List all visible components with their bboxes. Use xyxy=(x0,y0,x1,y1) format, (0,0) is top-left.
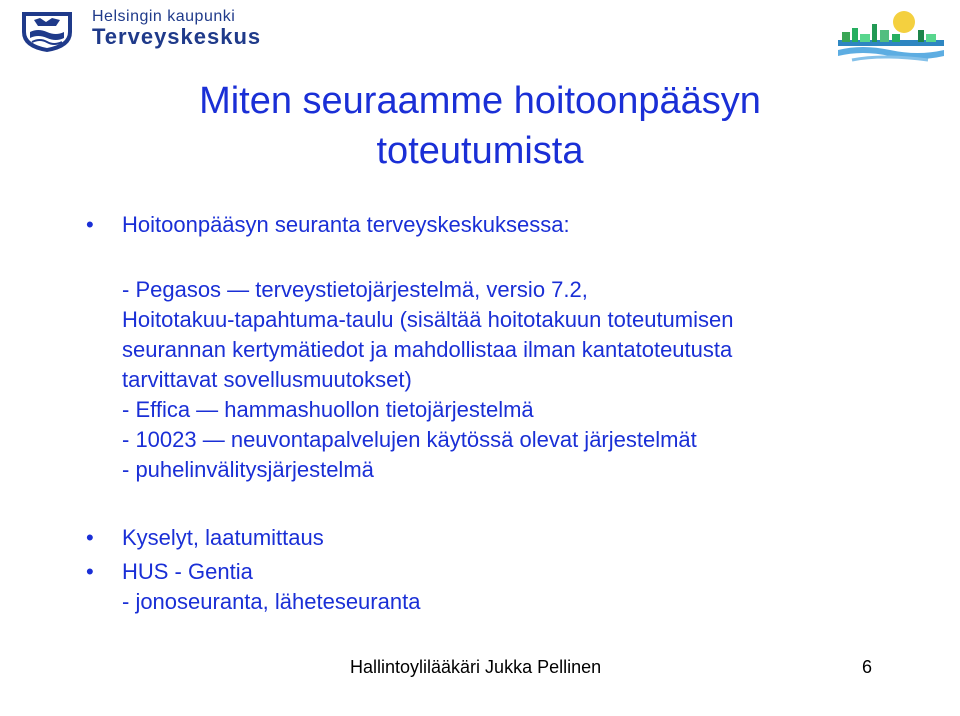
bullet-dot: • xyxy=(86,525,94,550)
bullet-dot: • xyxy=(86,212,94,237)
body-line: - Effica — hammashuollon tietojärjestelmä xyxy=(122,397,534,422)
body-line: - Pegasos — terveystietojärjestelmä, versio 7.2, xyxy=(122,277,588,302)
organization-name xyxy=(92,8,261,49)
org-unit: Terveyskeskus xyxy=(92,24,262,49)
body-line: - puhelinvälitysjärjestelmä xyxy=(122,457,374,482)
body-line: Hoitotakuu-tapahtuma-taulu (sisältää hoitotakuun toteutumisen xyxy=(122,307,734,332)
slide-title xyxy=(120,76,840,176)
helsinki-crest-icon xyxy=(18,8,76,54)
city-skyline-icon xyxy=(832,6,950,68)
body-line: - 10023 — neuvontapalvelujen käytössä olevat järjestelmät xyxy=(122,427,697,452)
bullet-hus-gentia: HUS - Gentia xyxy=(122,559,253,584)
title-line-1: Miten seuraamme hoitoonpääsyn xyxy=(199,80,761,122)
bullet-kyselyt: Kyselyt, laatumittaus xyxy=(122,525,324,550)
body-line: seurannan kertymätiedot ja mahdollistaa ilman kantatoteutusta xyxy=(122,337,733,362)
bullet-hoitoonpaasy: Hoitoonpääsyn seuranta terveyskeskuksessa: xyxy=(122,212,570,237)
body-line: tarvittavat sovellusmuutokset) xyxy=(122,367,412,392)
footer-author: Hallintoylilääkäri Jukka Pellinen xyxy=(350,657,602,677)
org-city: Helsingin kaupunki xyxy=(92,8,236,25)
bullet-dot: • xyxy=(86,559,94,584)
title-line-2: toteutumista xyxy=(376,130,584,172)
body-line: - jonoseuranta, läheteseuranta xyxy=(122,589,421,614)
header xyxy=(0,0,960,58)
page-number: 6 xyxy=(862,657,873,677)
